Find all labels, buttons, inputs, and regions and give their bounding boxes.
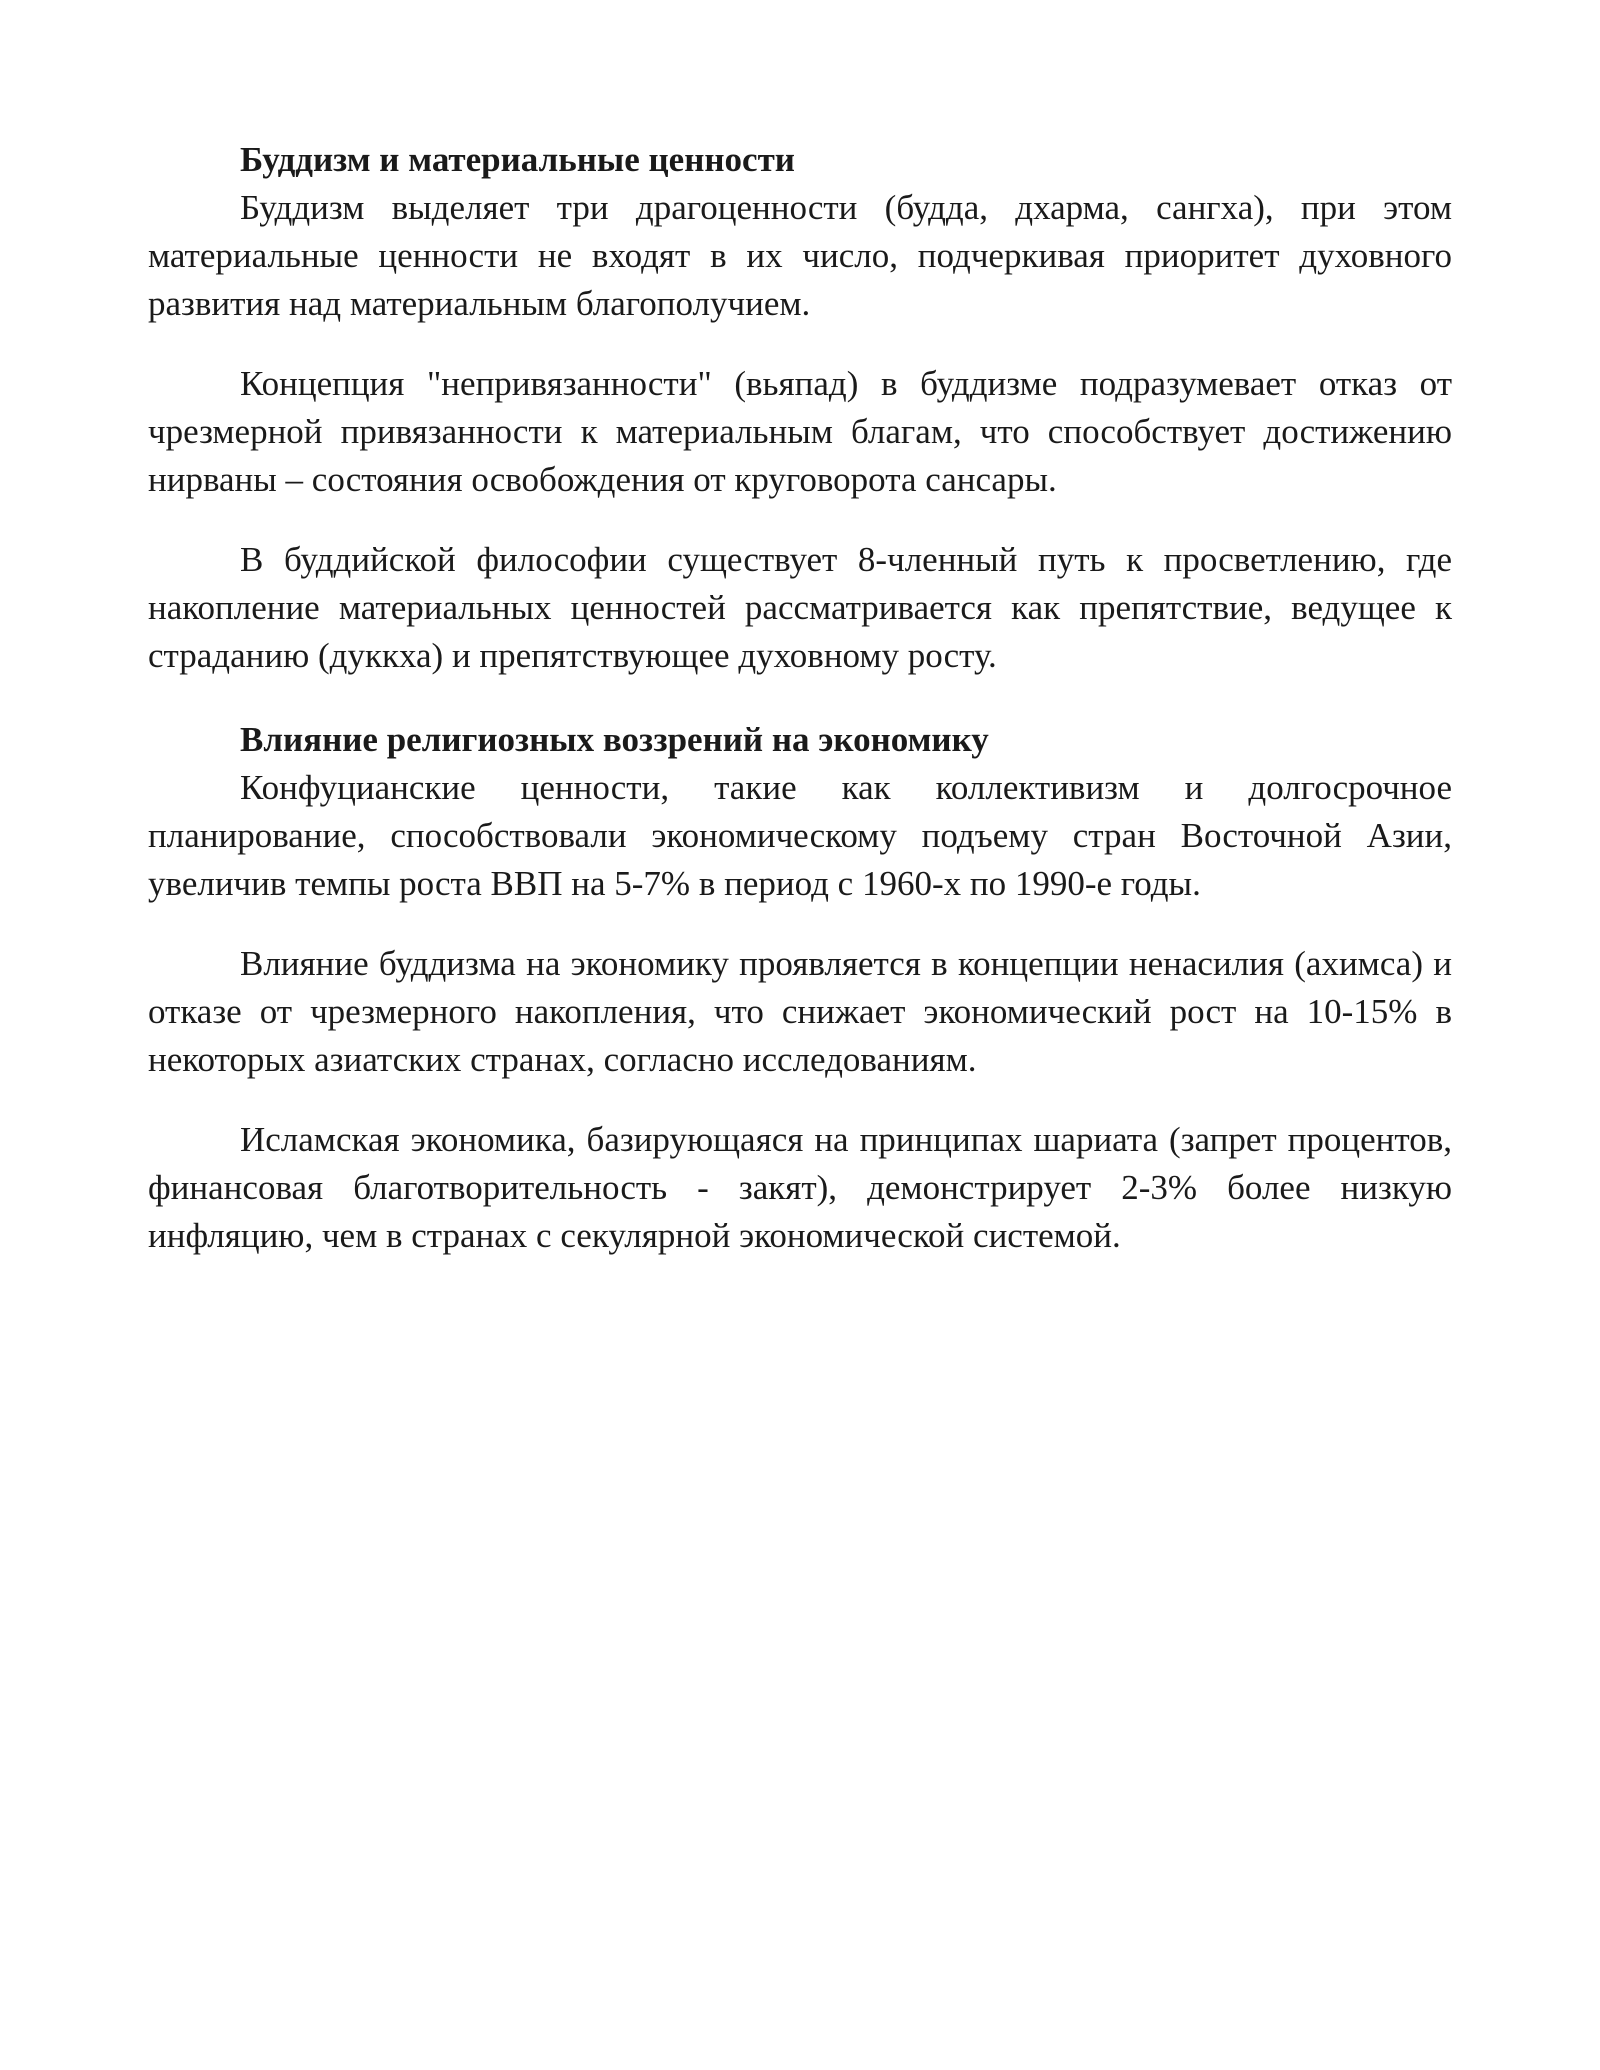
paragraph-spacer — [148, 1084, 1452, 1116]
paragraph-spacer — [148, 328, 1452, 360]
paragraph-buddhism-economy: Влияние буддизма на экономику проявляется в концепции ненасилия (ахимса) и отказе от чрезмерного накопления, что снижает экономический рост на 10-15% в некоторых азиатских странах, согласно исследованиям. — [148, 944, 1452, 1079]
paragraph-non-attachment: Концепция "непривязанности" (вьяпад) в буддизме подразумевает отказ от чрезмерной привязанности к материальным благам, что способствует достижению нирваны – состояния освобождения от круговорота сансары. — [148, 364, 1452, 499]
paragraph-spacer — [148, 504, 1452, 536]
paragraph-eightfold-path: В буддийской философии существует 8-членный путь к просветлению, где накопление материальных ценностей рассматривается как препятствие, ведущее к страданию (дуккха) и препятствующее духовному росту. — [148, 540, 1452, 675]
section-heading-buddhism: Буддизм и материальные ценности — [240, 140, 795, 179]
document-body — [148, 136, 1452, 1260]
section-spacer — [148, 680, 1452, 716]
paragraph-three-jewels: Буддизм выделяет три драгоценности (будда, дхарма, сангха), при этом материальные ценности не входят в их число, подчеркивая приоритет духовного развития над материальным благополучием. — [148, 188, 1452, 323]
section-heading-economy: Влияние религиозных воззрений на экономику — [240, 720, 989, 759]
paragraph-spacer — [148, 908, 1452, 940]
paragraph-islamic-economy: Исламская экономика, базирующаяся на принципах шариата (запрет процентов, финансовая благотворительность - закят), демонстрирует 2-3% более низкую инфляцию, чем в странах с секулярной экономической системой. — [148, 1120, 1452, 1255]
paragraph-confucian-values: Конфуцианские ценности, такие как коллективизм и долгосрочное планирование, способствовали экономическому подъему стран Восточной Азии, увеличив темпы роста ВВП на 5-7% в период с 1960-х по 1990-е годы. — [148, 768, 1452, 903]
